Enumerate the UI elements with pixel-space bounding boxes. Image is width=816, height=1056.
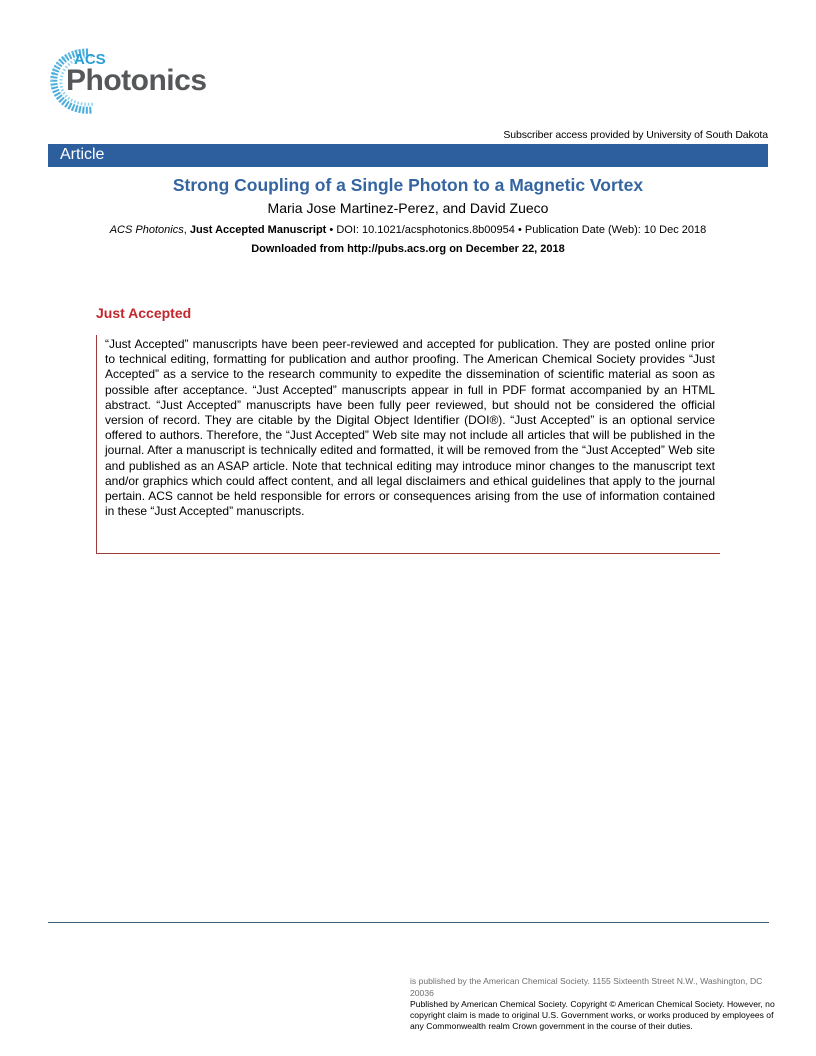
just-accepted-heading: Just Accepted xyxy=(96,305,192,321)
publisher-address: is published by the American Chemical Society. 1155 Sixteenth Street N.W., Washington, DC 20036 xyxy=(410,976,763,998)
footer-divider xyxy=(48,922,769,923)
acs-photonics-logo xyxy=(48,40,208,120)
just-accepted-notice-text: “Just Accepted” manuscripts have been peer-reviewed and accepted for publication. They are posted online prior to technical editing, formatting for publication and author proofing. The American Chemical Society provides “Just Accepted” as a service to the research community to expedite the dissemination of scientific material as soon as possible after acceptance. “Just Accepted” manuscripts appear in full in PDF format accompanied by an HTML abstract. “Just Accepted” manuscripts have been fully peer reviewed, but should not be considered the official version of record. They are citable by the Digital Object Identifier (DOI®). “Just Accepted” is an optional service offered to authors. Therefore, the “Just Accepted” Web site may not include all articles that will be published in the journal. After a manuscript is technically edited and formatted, it will be removed from the “Just Accepted” Web site and published as an ASAP article. Note that technical editing may introduce minor changes to the manuscript text and/or graphics which could affect content, and all legal disclaimers and ethical guidelines that apply to the journal pertain. ACS cannot be held responsible for errors or consequences arising from the use of information contained in these “Just Accepted” manuscripts. xyxy=(105,337,715,519)
subscriber-access-note: Subscriber access provided by University of South Dakota xyxy=(503,129,768,141)
journal-name: ACS Photonics xyxy=(109,224,184,236)
article-title: Strong Coupling of a Single Photon to a Magnetic Vortex xyxy=(172,175,644,195)
doi-text: • DOI: 10.1021/acsphotonics.8b00954 xyxy=(329,224,515,236)
logo-acs-text: ACS xyxy=(74,51,106,68)
just-accepted-notice-box xyxy=(96,335,720,554)
citation-line xyxy=(0,224,816,236)
article-authors: Maria Jose Martinez-Perez, and David Zueco xyxy=(267,200,549,216)
article-type-label: Article xyxy=(60,146,105,163)
publication-date: • Publication Date (Web): 10 Dec 2018 xyxy=(517,224,707,236)
manuscript-status: Just Accepted Manuscript xyxy=(189,224,327,236)
citation-comma: , xyxy=(183,224,187,236)
download-note: Downloaded from http://pubs.acs.org on December 22, 2018 xyxy=(251,243,565,255)
copyright-notice: Published by American Chemical Society. Copyright © American Chemical Society. However, no copyright claim is made to original U.S. Government works, or works produced by employees of any Commonwealth realm Crown government in the course of their duties. xyxy=(410,999,775,1032)
logo-journal-name: Photonics xyxy=(66,64,207,97)
article-type-banner xyxy=(48,144,768,167)
